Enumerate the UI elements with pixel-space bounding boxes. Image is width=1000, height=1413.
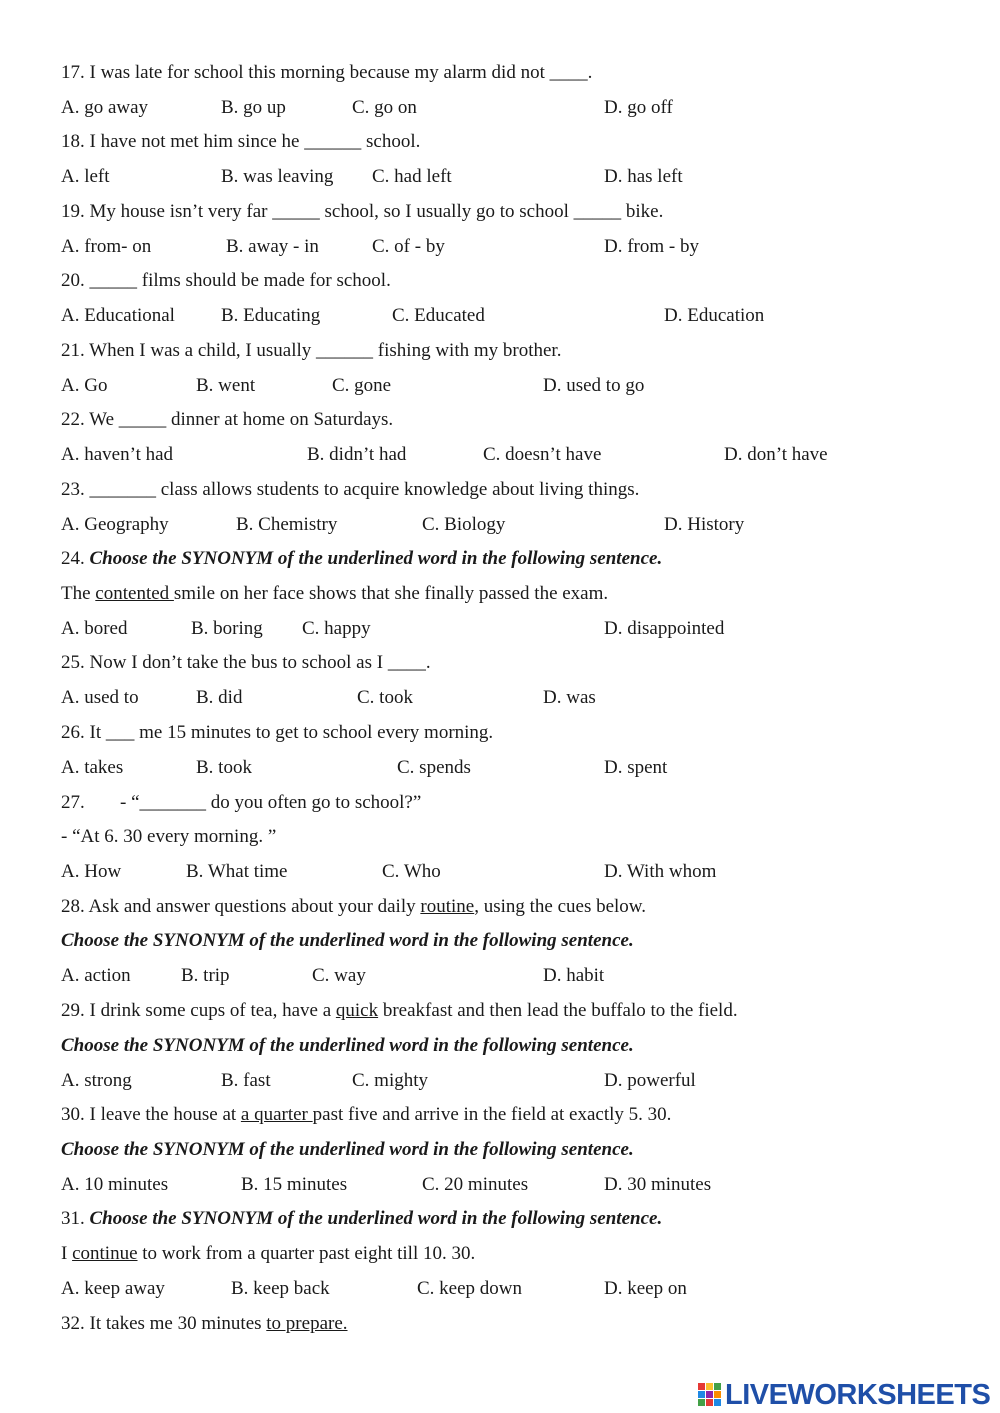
q31-sentence-pre: I: [61, 1243, 73, 1264]
q24-option-b[interactable]: B. boring: [191, 618, 263, 639]
q24-sentence-post: smile on her face shows that she finally passed the exam.: [173, 583, 609, 604]
q26-option-c[interactable]: C. spends: [397, 757, 471, 778]
q17-option-c[interactable]: C. go on: [352, 97, 417, 118]
q31-instruction: Choose the SYNONYM of the underlined word in the following sentence.: [89, 1208, 663, 1229]
q27-number: 27.: [61, 792, 85, 813]
q32-underlined-phrase: to prepare.: [266, 1313, 348, 1334]
q18-option-d[interactable]: D. has left: [604, 166, 683, 187]
q23-option-d[interactable]: D. History: [664, 514, 745, 535]
q27-dialogue-line-2: - “At 6. 30 every morning. ”: [61, 826, 277, 847]
q28-instruction: Choose the SYNONYM of the underlined word in the following sentence.: [61, 930, 634, 951]
q28-underlined-word: routine: [420, 896, 475, 917]
q28-stem-post: , using the cues below.: [474, 896, 647, 917]
q27-option-a[interactable]: A. How: [61, 861, 122, 882]
q27-dialogue-line-1: - “_______ do you often go to school?”: [120, 792, 422, 813]
q24-instruction: Choose the SYNONYM of the underlined word in the following sentence.: [89, 548, 663, 569]
q22-option-d[interactable]: D. don’t have: [724, 444, 828, 465]
q31-number: 31.: [61, 1208, 85, 1229]
q24-option-a[interactable]: A. bored: [61, 618, 128, 639]
q24-underlined-word: contented: [95, 583, 174, 604]
q29-option-c[interactable]: C. mighty: [352, 1070, 429, 1091]
q29-stem-pre: 29. I drink some cups of tea, have a: [61, 1000, 336, 1021]
q31-option-b[interactable]: B. keep back: [231, 1278, 330, 1299]
q20-option-c[interactable]: C. Educated: [392, 305, 485, 326]
q28-option-d[interactable]: D. habit: [543, 965, 605, 986]
q22-option-b[interactable]: B. didn’t had: [307, 444, 407, 465]
q20-option-a[interactable]: A. Educational: [61, 305, 175, 326]
q30-option-d[interactable]: D. 30 minutes: [604, 1174, 712, 1195]
q28-option-a[interactable]: A. action: [61, 965, 131, 986]
q29-stem-post: breakfast and then lead the buffalo to the field.: [378, 1000, 738, 1021]
q23-option-c[interactable]: C. Biology: [422, 514, 506, 535]
question-17-stem: 17. I was late for school this morning because my alarm did not ____.: [61, 62, 593, 83]
q26-option-a[interactable]: A. takes: [61, 757, 124, 778]
q17-option-d[interactable]: D. go off: [604, 97, 673, 118]
q20-option-d[interactable]: D. Education: [664, 305, 765, 326]
q19-option-c[interactable]: C. of - by: [372, 236, 445, 257]
q31-option-d[interactable]: D. keep on: [604, 1278, 687, 1299]
q24-option-d[interactable]: D. disappointed: [604, 618, 725, 639]
question-24-header: [61, 548, 662, 570]
question-20-stem: 20. _____ films should be made for school.: [61, 270, 391, 291]
q29-option-d[interactable]: D. powerful: [604, 1070, 696, 1091]
q18-option-b[interactable]: B. was leaving: [221, 166, 334, 187]
question-26-stem: 26. It ___ me 15 minutes to get to school every morning.: [61, 722, 494, 743]
q20-option-b[interactable]: B. Educating: [221, 305, 321, 326]
q28-option-c[interactable]: C. way: [312, 965, 366, 986]
q18-option-c[interactable]: C. had left: [372, 166, 452, 187]
q28-option-b[interactable]: B. trip: [181, 965, 230, 986]
q21-option-b[interactable]: B. went: [196, 375, 256, 396]
q21-option-c[interactable]: C. gone: [332, 375, 392, 396]
q23-option-b[interactable]: B. Chemistry: [236, 514, 338, 535]
q21-option-d[interactable]: D. used to go: [543, 375, 645, 396]
q21-option-a[interactable]: A. Go: [61, 375, 108, 396]
q28-stem-pre: 28. Ask and answer questions about your daily: [61, 896, 421, 917]
q22-option-a[interactable]: A. haven’t had: [61, 444, 174, 465]
q19-option-b[interactable]: B. away - in: [226, 236, 319, 257]
q24-sentence: [61, 583, 608, 605]
q30-stem-pre: 30. I leave the house at: [61, 1104, 241, 1125]
q32-stem-pre: 32. It takes me 30 minutes: [61, 1313, 267, 1334]
question-21-stem: 21. When I was a child, I usually ______ fishing with my brother.: [61, 340, 562, 361]
q26-option-b[interactable]: B. took: [196, 757, 252, 778]
question-19-stem: 19. My house isn’t very far _____ school, so I usually go to school _____ bike.: [61, 201, 664, 222]
q30-option-b[interactable]: B. 15 minutes: [241, 1174, 348, 1195]
q29-instruction: Choose the SYNONYM of the underlined word in the following sentence.: [61, 1035, 634, 1056]
question-28-stem: [61, 896, 646, 918]
q31-sentence-post: to work from a quarter past eight till 10. 30.: [137, 1243, 476, 1264]
q30-stem-post: past five and arrive in the field at exactly 5. 30.: [312, 1104, 672, 1125]
q31-sentence: [61, 1243, 475, 1265]
question-22-stem: 22. We _____ dinner at home on Saturdays.: [61, 409, 394, 430]
q24-sentence-pre: The: [61, 583, 96, 604]
q25-option-c[interactable]: C. took: [357, 687, 413, 708]
q25-option-b[interactable]: B. did: [196, 687, 243, 708]
q26-option-d[interactable]: D. spent: [604, 757, 668, 778]
q30-option-a[interactable]: A. 10 minutes: [61, 1174, 169, 1195]
q17-option-b[interactable]: B. go up: [221, 97, 286, 118]
q19-option-a[interactable]: A. from- on: [61, 236, 152, 257]
liveworksheets-logo-icon: [698, 1383, 722, 1407]
q24-option-c[interactable]: C. happy: [302, 618, 371, 639]
q22-option-c[interactable]: C. doesn’t have: [483, 444, 602, 465]
question-18-stem: 18. I have not met him since he ______ school.: [61, 131, 421, 152]
question-31-header: [61, 1208, 662, 1230]
question-23-stem: 23. _______ class allows students to acquire knowledge about living things.: [61, 479, 640, 500]
q27-option-d[interactable]: D. With whom: [604, 861, 717, 882]
q31-option-c[interactable]: C. keep down: [417, 1278, 523, 1299]
q18-option-a[interactable]: A. left: [61, 166, 110, 187]
q19-option-d[interactable]: D. from - by: [604, 236, 699, 257]
q23-option-a[interactable]: A. Geography: [61, 514, 169, 535]
q25-option-a[interactable]: A. used to: [61, 687, 139, 708]
q29-option-b[interactable]: B. fast: [221, 1070, 271, 1091]
q30-option-c[interactable]: C. 20 minutes: [422, 1174, 529, 1195]
q27-option-b[interactable]: B. What time: [186, 861, 288, 882]
question-25-stem: 25. Now I don’t take the bus to school as I ____.: [61, 652, 431, 673]
q31-underlined-word: continue: [72, 1243, 138, 1264]
q17-option-a[interactable]: A. go away: [61, 97, 149, 118]
q31-option-a[interactable]: A. keep away: [61, 1278, 165, 1299]
logo-text: LIVEWORKSHEETS: [725, 1378, 991, 1411]
q25-option-d[interactable]: D. was: [543, 687, 596, 708]
question-32-stem: [61, 1313, 348, 1335]
q29-underlined-word: quick: [335, 1000, 379, 1021]
q24-number: 24.: [61, 548, 85, 569]
liveworksheets-logo[interactable]: [698, 1380, 990, 1410]
q27-option-c[interactable]: C. Who: [382, 861, 441, 882]
q30-underlined-word: a quarter: [240, 1104, 313, 1125]
question-30-stem: [61, 1104, 671, 1126]
question-29-stem: [61, 1000, 738, 1022]
q30-instruction: Choose the SYNONYM of the underlined word in the following sentence.: [61, 1139, 634, 1160]
q29-option-a[interactable]: A. strong: [61, 1070, 132, 1091]
